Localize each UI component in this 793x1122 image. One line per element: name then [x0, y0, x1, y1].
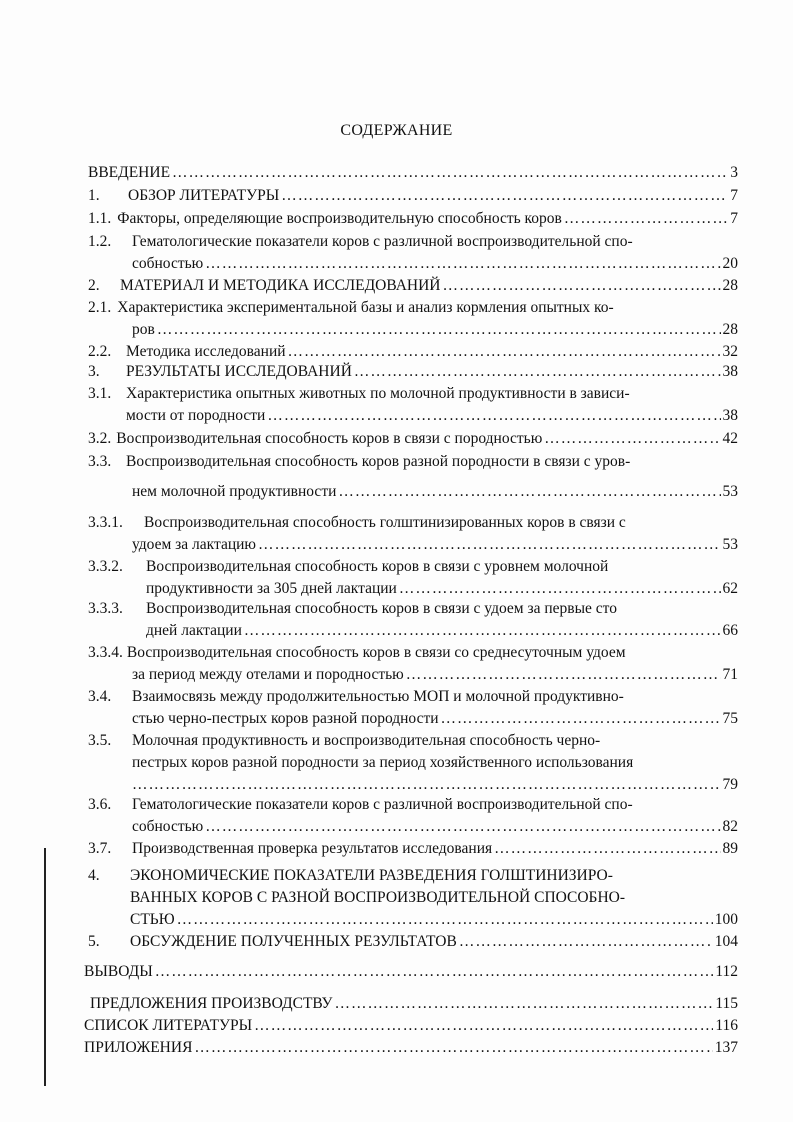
toc-entry-3-3-4-line1: [88, 643, 626, 663]
toc-entry-references: [84, 1016, 738, 1036]
toc-entry-2-2: [88, 342, 738, 362]
toc-entry-number: 4.: [88, 867, 100, 884]
toc-entry-introduction: [88, 163, 738, 183]
leader-dots: [244, 621, 721, 641]
toc-entry-number: 2.1.: [88, 299, 112, 316]
toc-entry-number: 3.3.2.: [88, 558, 123, 575]
toc-entry-3-3-1-line2: [132, 535, 738, 555]
leader-dots: [544, 429, 720, 449]
toc-entry-number: 3.3.4.: [88, 644, 123, 661]
toc-entry-number: 1.2.: [88, 233, 112, 250]
toc-entry-3-3-2-line1: [88, 557, 608, 577]
toc-entry-title: Характеристика опытных животных по молочной продуктивности в зависи-: [126, 385, 630, 402]
toc-entry-number: 2.2.: [88, 343, 112, 360]
toc-entry-3-3-line1: [88, 452, 630, 472]
toc-entry-title-cont: удоем за лактацию: [132, 536, 256, 553]
toc-entry-3-3-2-line2: [146, 579, 738, 599]
toc-entry-conclusions: [84, 962, 738, 982]
toc-entry-title: Взаимосвязь между продолжительностью МОП и молочной продуктивно-: [132, 688, 624, 705]
toc-entry-3-3-4-line2: [132, 665, 738, 685]
leader-dots: [254, 1016, 713, 1036]
toc-entry-title-cont: мости от породности: [126, 407, 266, 424]
leader-dots: [132, 775, 721, 795]
toc-entry-3-6-line1: [88, 795, 633, 815]
toc-entry-page: 100: [714, 911, 738, 928]
toc-entry-title: ОБСУЖДЕНИЕ ПОЛУЧЕННЫХ РЕЗУЛЬТАТОВ: [130, 933, 457, 950]
toc-entry-1: [88, 186, 738, 206]
toc-entry-1-2-line1: [88, 232, 633, 252]
toc-entry-title-cont: ВАННЫХ КОРОВ С РАЗНОЙ ВОСПРОИЗВОДИТЕЛЬНОЙ СПОСОБНО-: [130, 889, 626, 906]
toc-entry-title-cont: продуктивности за 305 дней лактации: [146, 580, 397, 597]
toc-entry-page: 82: [722, 818, 738, 835]
toc-entry-page: 3: [730, 164, 738, 181]
leader-dots: [338, 482, 720, 502]
toc-entry-3-3-1-line1: [88, 513, 626, 533]
toc-entry-page: 137: [714, 1039, 738, 1056]
toc-entry-title: Характеристика экспериментальной базы и анализ кормления опытных ко-: [117, 299, 614, 316]
leader-dots: [564, 209, 728, 229]
toc-entry-page: 62: [722, 580, 738, 597]
toc-entry-5: [88, 932, 738, 952]
toc-entry-title: Воспроизводительная способность коров в связи с удоем за первые сто: [146, 600, 617, 617]
toc-entry-title-cont: дней лактации: [146, 622, 242, 639]
toc-entry-number: 3.3.3.: [88, 600, 123, 617]
toc-entry-4-line1: [88, 866, 613, 886]
toc-entry-title: ПРЕДЛОЖЕНИЯ ПРОИЗВОДСТВУ: [90, 995, 333, 1012]
leader-dots: [157, 320, 721, 340]
leader-dots: [155, 962, 714, 982]
toc-entry-2-1-line1: [88, 298, 614, 318]
toc-entry-page: 75: [722, 710, 738, 727]
leader-dots: [172, 163, 728, 183]
toc-entry-page: 28: [722, 277, 738, 294]
toc-entry-number: 1.1.: [88, 210, 112, 227]
toc-entry-1-1: [88, 209, 738, 229]
toc-entry-page: 32: [722, 343, 738, 360]
toc-entry-3: [88, 362, 738, 382]
leader-dots: [334, 994, 713, 1014]
toc-entry-page: 38: [722, 407, 738, 424]
leader-dots: [177, 910, 713, 930]
toc-entry-2-1-line2: [132, 320, 738, 340]
toc-entry-number: 3.4.: [88, 688, 112, 705]
toc-entry-title: Гематологические показатели коров с различной воспроизводительной спо-: [132, 796, 633, 813]
toc-entry-page: 104: [714, 933, 738, 950]
leader-dots: [258, 535, 721, 555]
toc-entry-title-cont: ров: [132, 321, 155, 338]
toc-entry-3-7: [88, 839, 738, 859]
toc-entry-3-1-line1: [88, 384, 630, 404]
toc-entry-4-line3: [130, 910, 738, 930]
leader-dots: [281, 186, 728, 206]
toc-entry-title: Воспроизводительная способность коров в связи с породностью: [116, 430, 543, 447]
toc-entry-page: 116: [715, 1017, 738, 1034]
toc-entry-4-line2: [130, 888, 625, 908]
toc-entry-title: Гематологические показатели коров с различной воспроизводительной спо-: [132, 233, 633, 250]
toc-entry-title: Воспроизводительная способность голштинизированных коров в связи с: [144, 514, 626, 531]
toc-entry-title: Воспроизводительная способность коров разной породности в связи с уров-: [126, 453, 631, 470]
toc-entry-page: 53: [722, 483, 738, 500]
toc-entry-title-cont: собностью: [132, 818, 204, 835]
toc-entry-2: [88, 276, 738, 296]
toc-entry-page: 28: [722, 321, 738, 338]
leader-dots: [288, 342, 721, 362]
leader-dots: [406, 665, 721, 685]
toc-entry-3-3-line2: [132, 482, 738, 502]
toc-entry-page: 79: [722, 776, 738, 793]
toc-entry-page: 89: [722, 840, 738, 857]
toc-entry-number: 2.: [88, 277, 100, 294]
toc-entry-page: 7: [730, 210, 738, 227]
toc-entry-title: Воспроизводительная способность коров в связи с уровнем молочной: [146, 558, 609, 575]
toc-entry-title-cont: собностью: [132, 255, 204, 272]
toc-entry-title-cont: стью черно-пестрых коров разной породности: [132, 710, 439, 727]
leader-dots: [354, 362, 721, 382]
toc-entry-title: ПРИЛОЖЕНИЯ: [84, 1039, 193, 1056]
leader-dots: [267, 406, 720, 426]
leader-dots: [443, 276, 721, 296]
leader-dots: [205, 817, 720, 837]
toc-entry-title: Воспроизводительная способность коров в связи со среднесуточным удоем: [126, 644, 626, 661]
toc-entry-page: 115: [715, 995, 738, 1012]
toc-entry-3-4-line1: [88, 687, 624, 707]
toc-entry-number: 3.: [88, 363, 100, 380]
toc-entry-title: ВВЕДЕНИЕ: [88, 164, 171, 181]
toc-entry-title: Методика исследований: [126, 343, 286, 360]
leader-dots: [194, 1038, 712, 1058]
toc-entry-3-3-3-line2: [146, 621, 738, 641]
page-title: СОДЕРЖАНИЕ: [340, 122, 453, 139]
toc-entry-appendices: [84, 1038, 738, 1058]
toc-entry-title: ЭКОНОМИЧЕСКИЕ ПОКАЗАТЕЛИ РАЗВЕДЕНИЯ ГОЛШТИНИЗИРО-: [130, 867, 613, 884]
leader-dots: [459, 932, 713, 952]
leader-dots: [205, 254, 720, 274]
toc-entry-page: 7: [730, 187, 738, 204]
toc-entry-number: 3.3.: [88, 453, 112, 470]
toc-entry-title: СПИСОК ЛИТЕРАТУРЫ: [84, 1017, 253, 1034]
toc-entry-page: 66: [722, 622, 738, 639]
toc-entry-title: Молочная продуктивность и воспроизводительная способность черно-: [132, 732, 601, 749]
toc-entry-3-6-line2: [132, 817, 738, 837]
toc-entry-1-2-line2: [132, 254, 738, 274]
toc-entry-title-cont: за период между отелами и породностью: [132, 666, 404, 683]
toc-entry-number: 3.7.: [88, 840, 112, 857]
toc-entry-page: 112: [715, 963, 738, 980]
toc-entry-number: 3.1.: [88, 385, 112, 402]
toc-entry-3-4-line2: [132, 709, 738, 729]
toc-entry-3-5-line1: [88, 731, 600, 751]
toc-entry-3-5-line3: [132, 775, 738, 795]
leader-dots: [441, 709, 721, 729]
toc-entry-title: Факторы, определяющие воспроизводительную способность коров: [117, 210, 562, 227]
toc-entry-page: 20: [722, 255, 738, 272]
toc-entry-3-3-3-line1: [88, 599, 617, 619]
toc-entry-page: 53: [722, 536, 738, 553]
toc-entry-3-1-line2: [126, 406, 738, 426]
toc-entry-page: 42: [722, 430, 738, 447]
toc-entry-page: 71: [722, 666, 738, 683]
toc-entry-3-5-line2: [132, 753, 633, 773]
scan-edge-line: [44, 848, 46, 1086]
leader-dots: [399, 579, 721, 599]
toc-entry-page: 38: [722, 363, 738, 380]
toc-entry-title-cont: нем молочной продуктивности: [132, 483, 337, 500]
toc-entry-title: Производственная проверка результатов исследования: [132, 840, 493, 857]
toc-entry-number: 1.: [88, 187, 100, 204]
toc-entry-number: 3.2.: [88, 430, 112, 447]
toc-entry-number: 3.5.: [88, 732, 112, 749]
toc-entry-title: ВЫВОДЫ: [84, 963, 153, 980]
toc-entry-title-cont: пестрых коров разной породности за период хозяйственного использования: [132, 754, 634, 771]
toc-entry-title-cont: СТЬЮ: [130, 911, 175, 928]
toc-entry-title: МАТЕРИАЛ И МЕТОДИКА ИССЛЕДОВАНИЙ: [120, 277, 441, 294]
toc-entry-number: 5.: [88, 933, 100, 950]
toc-entry-proposals: [90, 994, 738, 1014]
toc-entry-number: 3.6.: [88, 796, 112, 813]
toc-entry-title: РЕЗУЛЬТАТЫ ИССЛЕДОВАНИЙ: [126, 363, 352, 380]
toc-entry-number: 3.3.1.: [88, 514, 123, 531]
toc-entry-title: ОБЗОР ЛИТЕРАТУРЫ: [128, 187, 280, 204]
toc-entry-3-2: [88, 429, 738, 449]
leader-dots: [494, 839, 720, 859]
